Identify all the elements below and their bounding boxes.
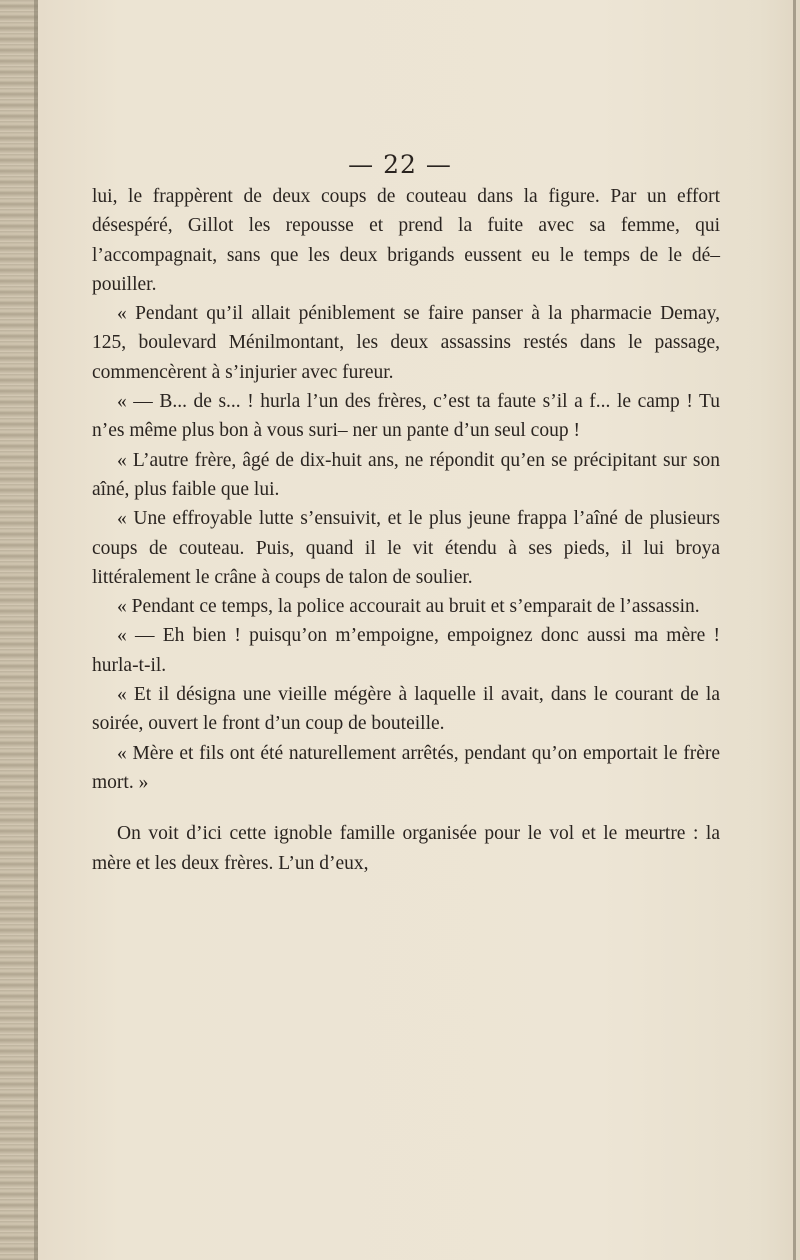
paragraph: lui, le frappèrent de deux coups de couteau dans la figure. Par un effort désespéré, Gillot les repousse et prend la fuite avec sa femme, qui l’accompagnait, sans que les deux brigands eussent eu le temps de le dé– pouiller. [92,186,720,295]
paragraph: « Une effroyable lutte s’ensuivit, et le plus jeune frappa l’aîné de plusieurs coups de couteau. Puis, quand il le vit étendu à ses pieds, il lui broya littéralement le crâne à coups de talon de soulier. [92,508,720,588]
paragraph: « Et il désigna une vieille mégère à laquelle il avait, dans le courant de la soirée, ouvert le front d’un coup de bouteille. [92,684,720,735]
paragraph: « Pendant ce temps, la police accourait au bruit et s’emparait de l’assassin. [117,596,700,618]
paragraph: On voit d’ici cette ignoble famille organisée pour le vol et le meurtre : la mère et les deux frères. L’un d’eux, [92,823,720,874]
paragraph: « Mère et fils ont été naturellement arrêtés, pendant qu’on emportait le frère mort. » [92,742,720,793]
paragraph: « Pendant qu’il allait péniblement se faire panser à la pharmacie Demay, 125, boulevard Ménilmontant, les deux assassins restés dans le passage, commencèrent à s’injurier avec fureur. [92,303,720,383]
paragraph: « — Eh bien ! puisqu’on m’empoigne, empoignez donc aussi ma mère ! hurla-t-il. [92,625,720,676]
page-edge [793,0,796,1260]
page-gutter [0,0,38,1260]
body-text [92,182,720,878]
paragraph: « L’autre frère, âgé de dix-huit ans, ne répondit qu’en se précipitant sur son aîné, plus faible que lui. [92,449,720,500]
page-number: — 22 — [348,150,452,179]
paragraph: « — B... de s... ! hurla l’un des frères, c’est ta faute s’il a f... le camp ! Tu n’es même plus bon à vous suri– ner un pante d’un seul coup ! [92,391,720,442]
